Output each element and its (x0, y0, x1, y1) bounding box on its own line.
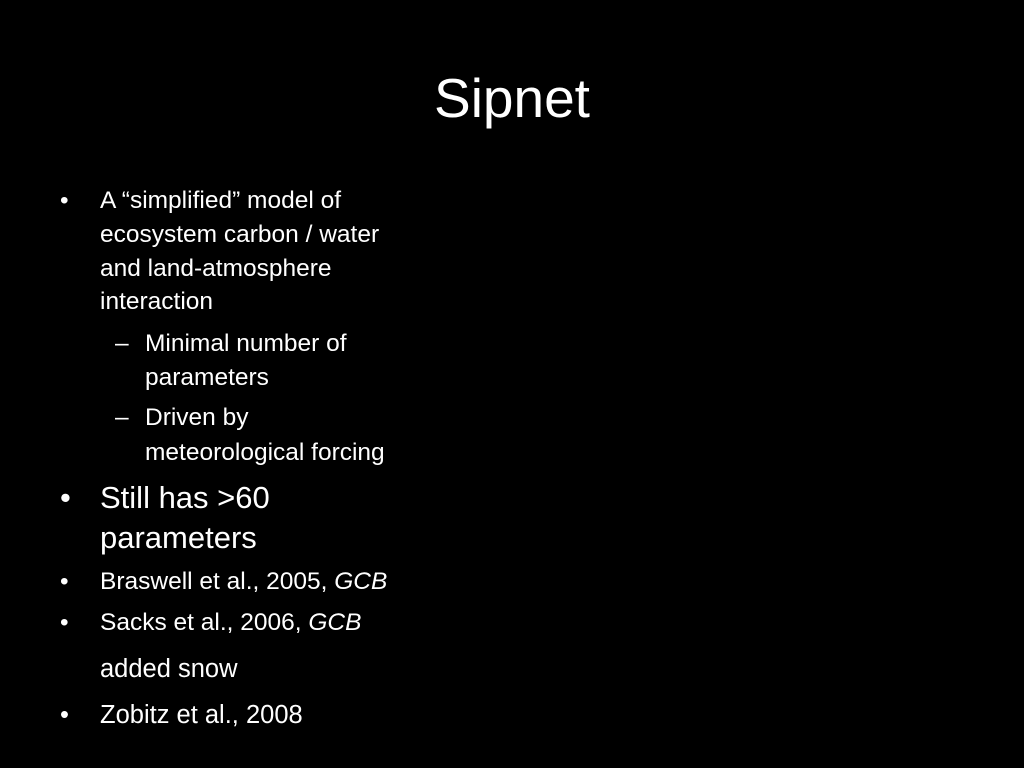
bullet-marker: • (60, 568, 69, 595)
reference-sacks: Sacks et al., 2006, GCB (100, 609, 362, 636)
dash-marker: – (115, 404, 129, 431)
journal-name: GCB (334, 568, 388, 595)
bullet-1-line-1: A “simplified” model of (100, 187, 342, 214)
slide-title: Sipnet (434, 67, 590, 129)
note-added-snow: added snow (100, 655, 238, 683)
dash-marker: – (115, 330, 129, 357)
sub-bullet-2-line-1: Driven by (145, 404, 249, 431)
reference-zobitz: Zobitz et al., 2008 (100, 701, 303, 729)
bullet-marker: • (60, 609, 69, 636)
journal-name: GCB (308, 609, 362, 636)
bullet-marker: • (60, 701, 69, 729)
bullet-2-line-2: parameters (100, 520, 257, 555)
bullet-marker: • (60, 480, 71, 515)
sub-bullet-1-line-1: Minimal number of (145, 330, 347, 357)
bullet-1-line-4: interaction (100, 288, 214, 315)
bullet-marker: • (60, 187, 69, 214)
reference-braswell: Braswell et al., 2005, GCB (100, 568, 388, 595)
bullet-1-line-2: ecosystem carbon / water (100, 221, 380, 248)
bullet-1-line-3: and land-atmosphere (100, 255, 332, 282)
sub-bullet-1-line-2: parameters (145, 364, 269, 391)
bullet-2-line-1: Still has >60 (100, 480, 270, 515)
sub-bullet-2-line-2: meteorological forcing (145, 439, 385, 466)
